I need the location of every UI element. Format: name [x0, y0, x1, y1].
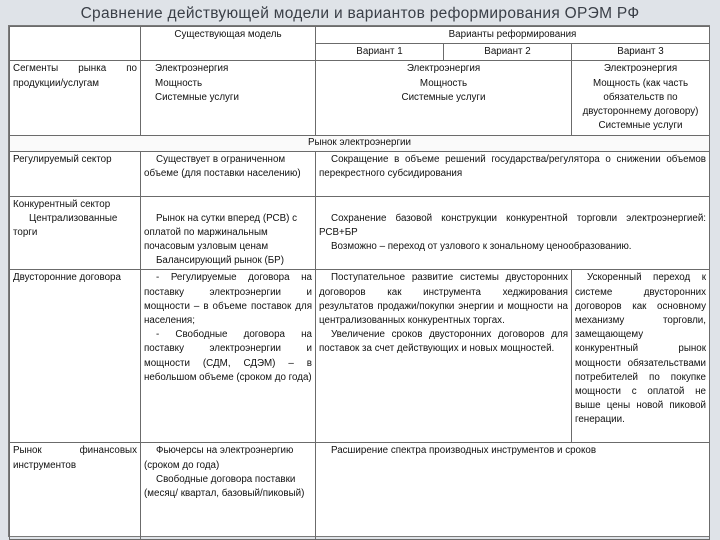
centralized-variants-text-1: Сохранение базовой конструкции конкурентной торговли электроэнергией: РСВ+БР	[319, 212, 707, 238]
bilateral-v12-text-1: Поступательное развитие системы двусторонних договоров как инструмента хеджирования результатов продажи/покупки энергии и мощности на централизованных конкурентных торгах.	[319, 272, 568, 327]
segment-variant-item: Системные услуги	[401, 91, 486, 103]
header-row	[10, 27, 710, 44]
header-existing-model: Существующая модель	[141, 27, 316, 61]
row-bilateral	[10, 270, 710, 443]
row-centralized	[10, 196, 710, 270]
header-empty-cell	[10, 27, 141, 61]
financial-existing-text-2: Свободные договора поставки (месяц/ квартал, базовый/пиковый)	[144, 473, 305, 500]
segments-variants-1-2	[316, 61, 572, 136]
segment-variant-item: Электроэнергия	[406, 63, 481, 75]
bilateral-v12-text-2: Увеличение сроков двусторонних договоров для поставок за счет действующих и новых мощностей.	[319, 329, 568, 355]
row-regulated	[10, 151, 710, 196]
segments-existing	[141, 61, 316, 136]
bilateral-existing-text-1: - Регулируемые договора на поставку электроэнергии и мощности – в объеме поставок для населения;	[144, 272, 312, 327]
centralized-existing-text: Рынок на сутки вперед (РСВ) с оплатой по маржинальным почасовым узловым ценам	[144, 212, 298, 253]
segment-existing-item: Электроэнергия	[155, 63, 229, 75]
row-label-bilateral: Двусторонние договора	[10, 270, 141, 443]
centralized-variants-text-2: Возможно – переход от узлового к зональному ценообразованию.	[331, 241, 632, 253]
page-title: Сравнение действующей модели и вариантов реформирования ОРЭМ РФ	[80, 5, 640, 22]
comparison-table-sheet	[8, 25, 710, 537]
header-variant-2: Вариант 2	[444, 44, 572, 61]
regulated-existing: Существует в ограниченном объеме (для поставки населению)	[141, 151, 316, 196]
row-label-financial: Рынок финансовых инструментов	[10, 443, 141, 540]
section-electricity-market: Рынок электроэнергии	[10, 136, 710, 151]
row-label-competitive-sector: Конкурентный сектор	[13, 198, 111, 210]
row-financial	[10, 443, 710, 540]
row-label-competitive	[10, 196, 141, 270]
segment-v3-item: Электроэнергия	[603, 63, 678, 75]
comparison-table	[9, 26, 710, 540]
segment-v3-item: Мощность (как часть обязательств по двустороннему договору)	[582, 77, 699, 118]
centralized-existing	[141, 196, 316, 270]
bilateral-existing-text-2: - Свободные договора на поставку электроэнергии и мощности (СДМ, СДЭМ) – в небольшом объеме (сроком до года)	[144, 329, 312, 383]
row-segments	[10, 61, 710, 136]
row-label-regulated: Регулируемый сектор	[10, 151, 141, 196]
segment-variant-item: Мощность	[419, 77, 468, 89]
segment-existing-item: Системные услуги	[155, 91, 239, 103]
segment-existing-item: Мощность	[155, 77, 203, 89]
row-label-centralized: Централизованные торги	[13, 212, 118, 239]
header-variant-3: Вариант 3	[572, 44, 710, 61]
row-section-electricity	[10, 136, 710, 151]
financial-existing	[141, 443, 316, 540]
row-label-segments: Сегменты рынка по продукции/услугам	[10, 61, 141, 136]
financial-variants: Расширение спектра производных инструментов и сроков	[316, 443, 710, 540]
header-variant-1: Вариант 1	[316, 44, 444, 61]
bilateral-variant-3: Ускоренный переход к системе двусторонних договоров как основному механизму торговли, замещающему конкурентный рынок мощности обязательствами потребителей по покупке мощности с оплатой не выше цены новой пиковой генерации.	[572, 270, 710, 443]
centralized-variants	[316, 196, 710, 270]
segment-v3-item: Системные услуги	[598, 120, 683, 132]
bilateral-variants-1-2	[316, 270, 572, 443]
financial-existing-text-1: Фьючерсы на электроэнергию (сроком до года)	[144, 445, 294, 471]
centralized-existing-text-2: Балансирующий рынок (БР)	[156, 255, 284, 267]
segments-variant-3	[572, 61, 710, 136]
regulated-variants: Сокращение в объеме решений государства/регулятора о снижении объемов перекрестного субсидирования	[316, 151, 710, 196]
bilateral-existing	[141, 270, 316, 443]
header-variants: Варианты реформирования	[316, 27, 710, 44]
